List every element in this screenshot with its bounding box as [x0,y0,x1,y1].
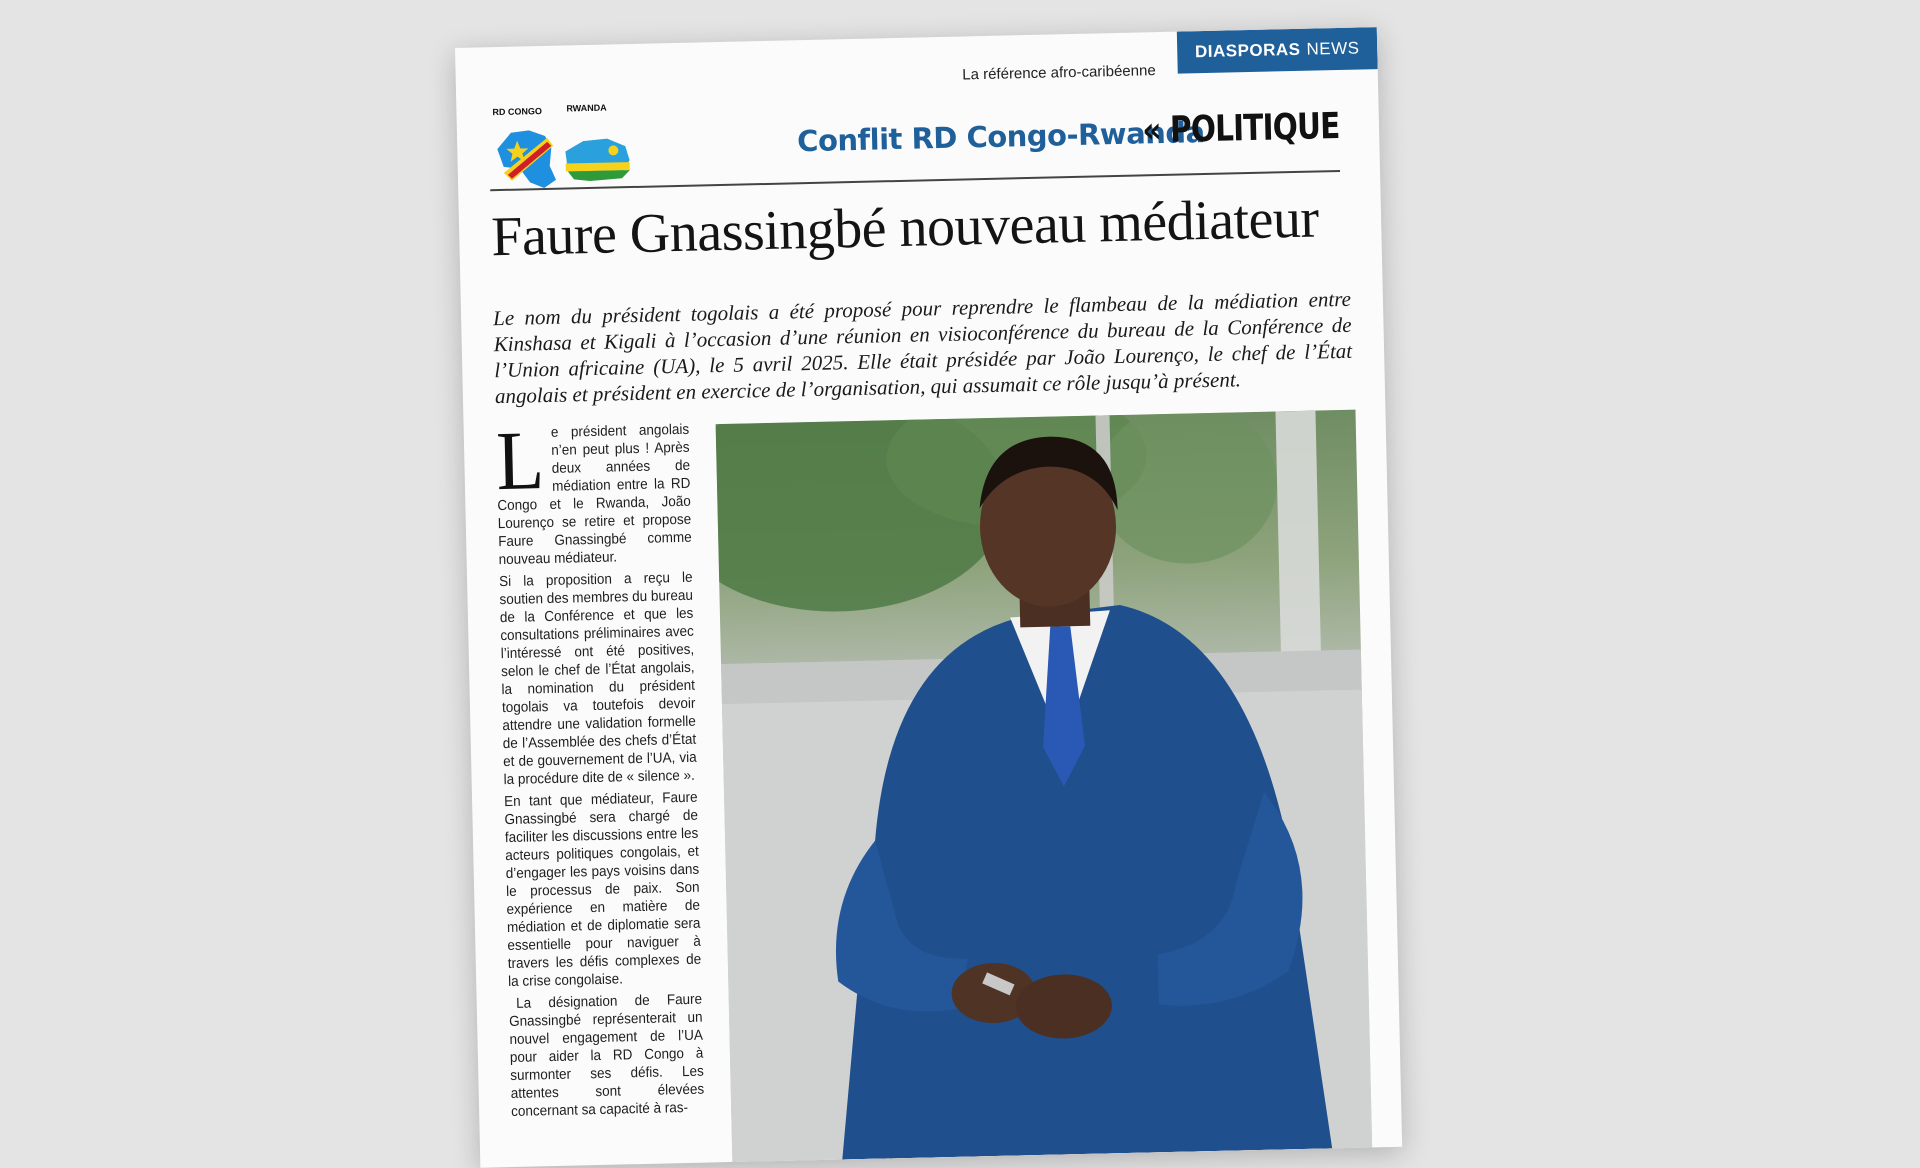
body-paragraph-2: Si la proposition a reçu le soutien des membres du bureau de la Conférence et que les consultations préliminaires avec l’intéressé ont été positives, selon le chef de l’État angolais, la nomination du président togolais va toutefois devoir attendre une validation formelle de l’Assemblée des chefs d’État et de gouvernement de l’UA, via la procédure dite de « silence ». [498,569,697,789]
country-maps [488,104,640,187]
article-body-column [495,414,705,1125]
article-standfirst: Le nom du président togolais a été proposé pour reprendre le flambeau de la médiation entre Kinshasa et Kigali à l’occasion d’une réunion en visioconférence du bureau de la Conférence de l’Union africaine (UA), le 5 avril 2025. Elle était présidée par João Lourenço, le chef de l’État angolais et président en exercice de l’organisation, qui assumait ce rôle jusqu’à présent. [492,286,1353,409]
article-kicker: Conflit RD Congo-Rwanda [796,115,1206,159]
publication-logo [1177,27,1378,74]
portrait-photo-illustration [716,410,1373,1162]
brand-bold-text: DIASPORAS [1194,39,1301,62]
body-paragraph-3: En tant que médiateur, Faure Gnassingbé sera chargé de faciliter les discussions entre les acteurs politiques congolais, et d’engager les pays voisins dans le processus de paix. Son expérience en matière de médiation et de diplomatie sera essentielle pour naviguer à travers les défis complexes de la crise congolaise. [503,789,702,991]
drc-map-label: RD CONGO [492,106,543,118]
body-paragraph-4: La désignation de Faure Gnassingbé représenterait un nouvel engagement de l’UA pour aider la RD Congo à surmonter ses défis. Les attentes sont élevées concernant sa capacité à ras- [508,991,705,1120]
body-paragraph-1 [495,414,693,569]
section-label: « POLITIQUE [1141,105,1340,152]
article-photo [716,410,1373,1162]
magazine-page [455,27,1402,1168]
body-paragraph-1-text: e président angolais n’en peut plus ! Après deux années de médiation entre la RD Congo et le Rwanda, João Lourenço se retire et propose Faure Gnassingbé comme nouveau médiateur. [497,421,692,569]
publication-tagline: La référence afro-caribéenne [962,62,1156,84]
brand-light-text: NEWS [1306,38,1360,59]
article-headline: Faure Gnassingbé nouveau médiateur [490,187,1320,269]
drop-cap: L [495,414,546,509]
rwanda-map-label: RWANDA [566,102,607,114]
